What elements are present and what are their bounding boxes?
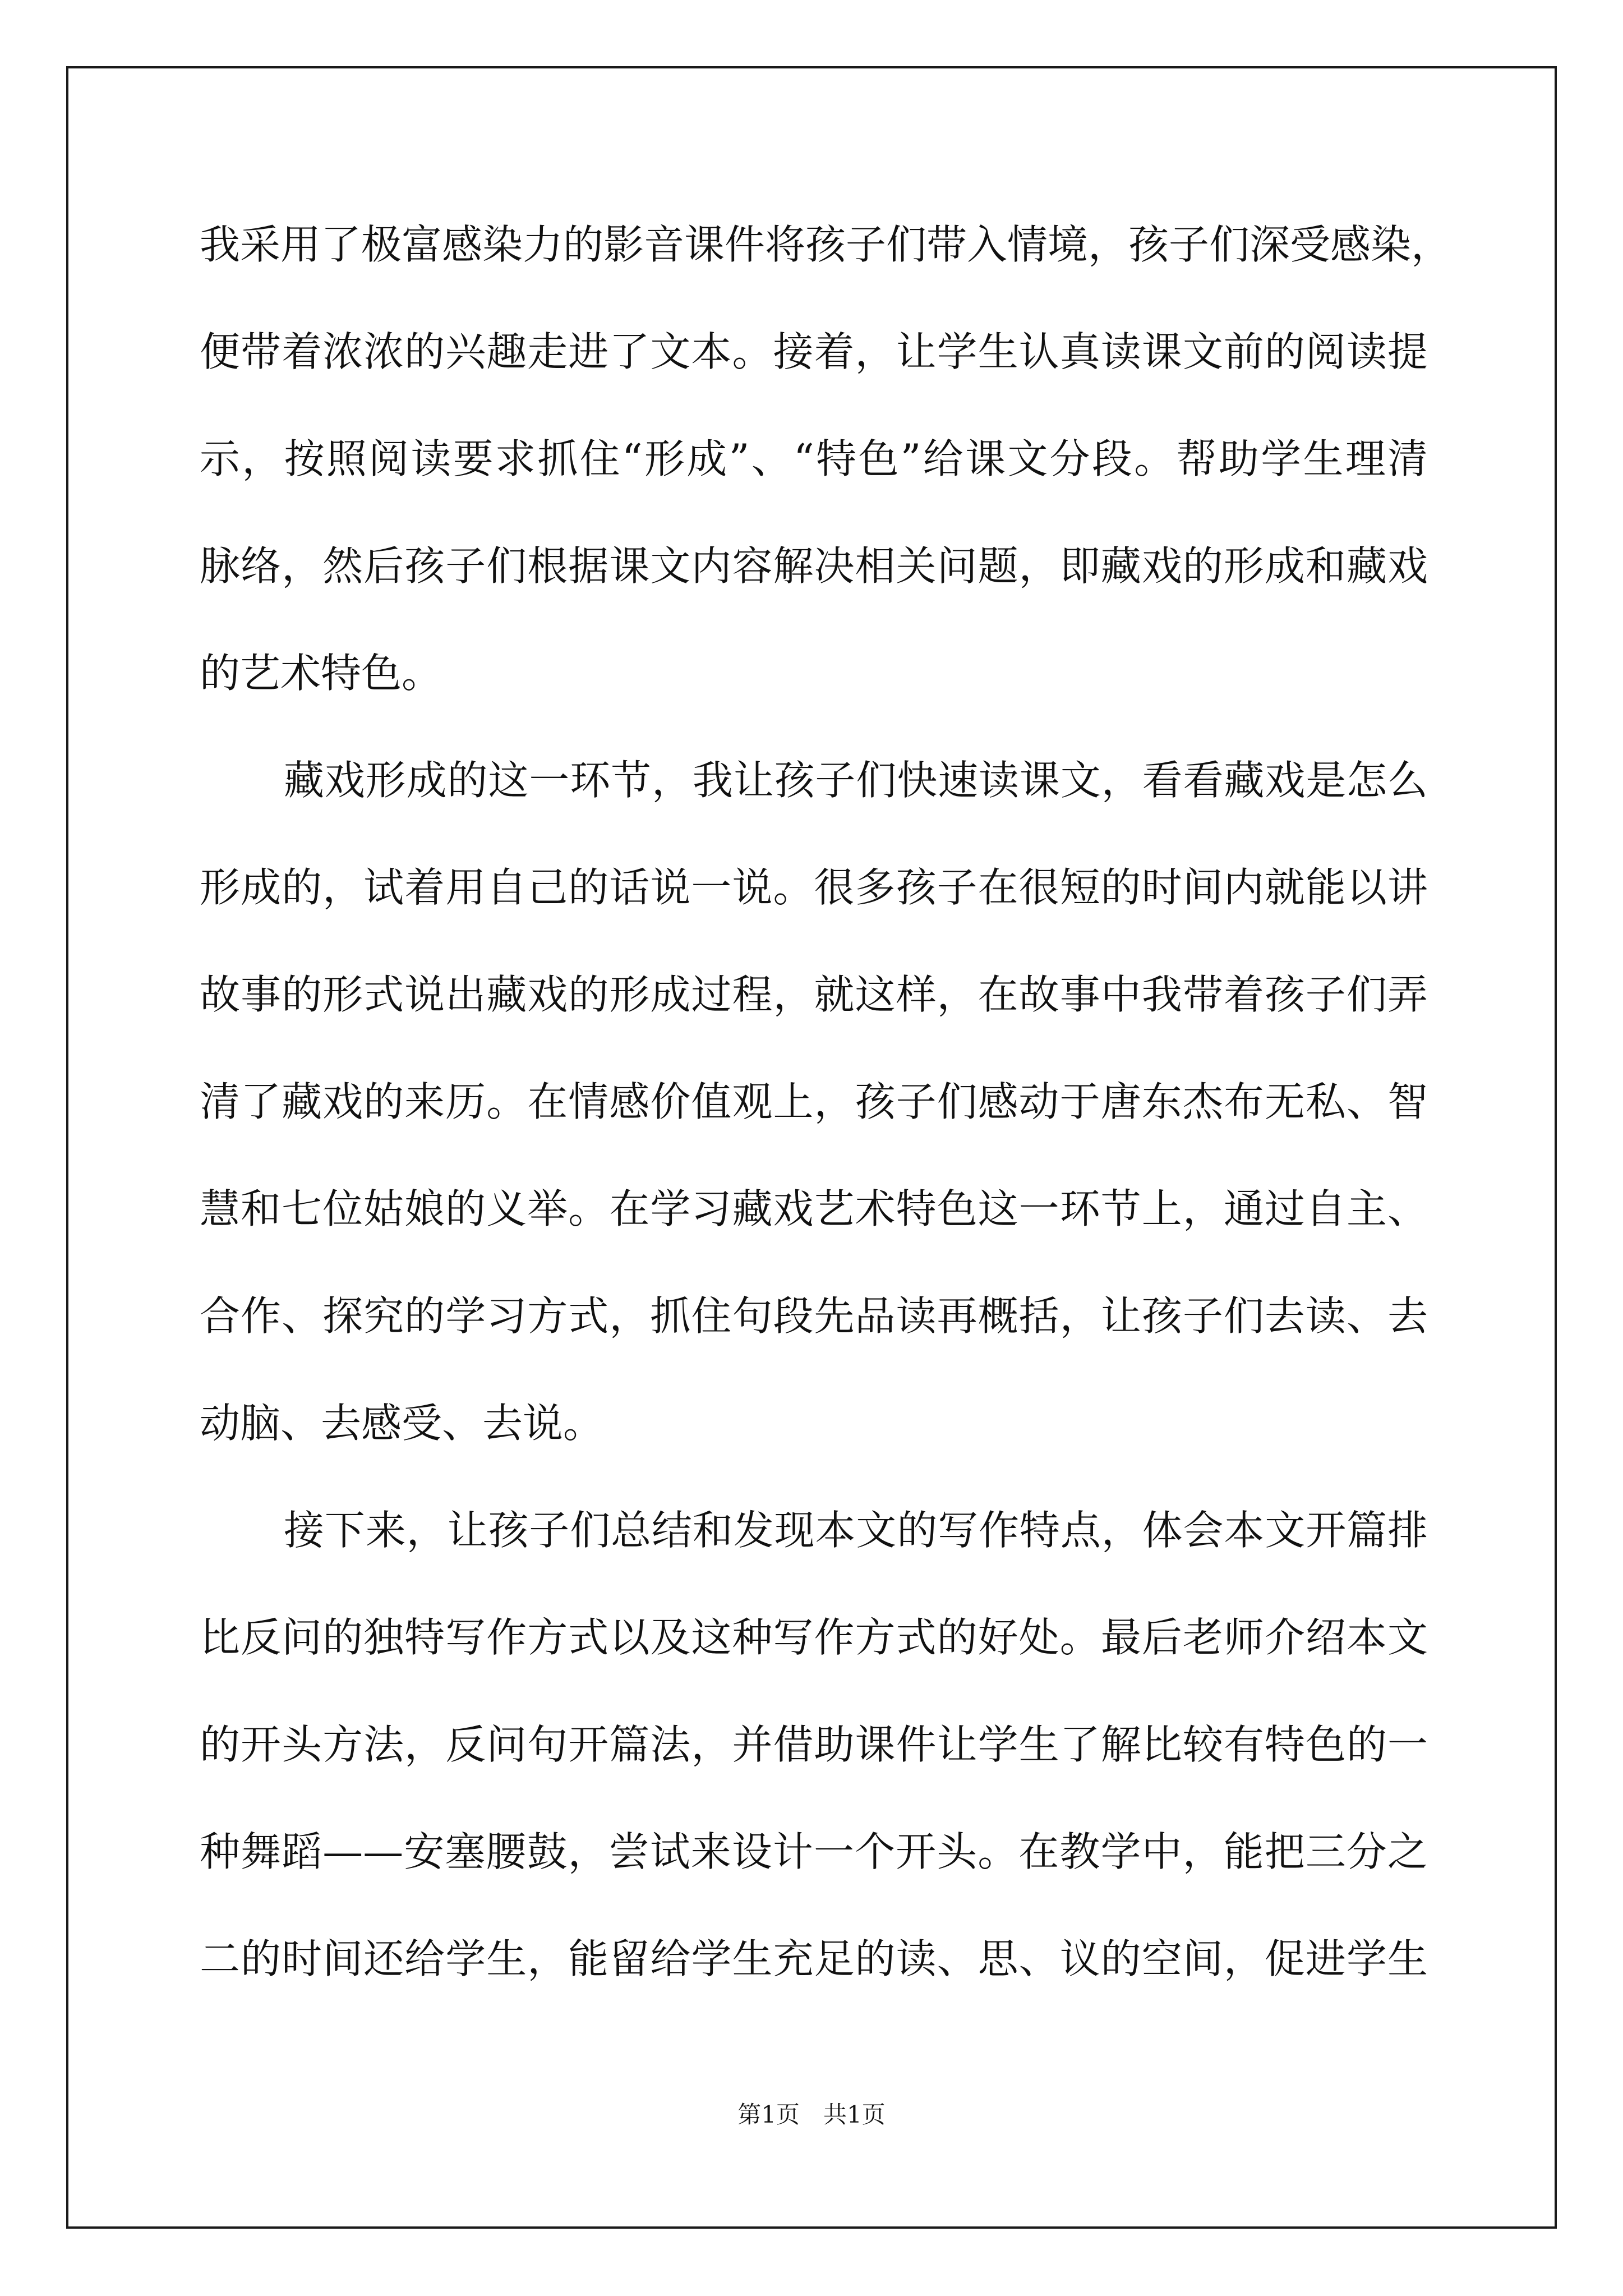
text-line: 种舞蹈——安塞腰鼓，尝试来设计一个开头。在教学中，能把三分之: [200, 1828, 1428, 1875]
text-line: 我采用了极富感染力的影音课件将孩子们带入情境，孩子们深受感染，: [200, 221, 1452, 268]
text-line: 的艺术特色。: [200, 650, 442, 697]
text-line: 示，按照阅读要求抓住“形成”、“特色”给课文分段。帮助学生理清: [200, 435, 1428, 482]
text-line: 便带着浓浓的兴趣走进了文本。接着，让学生认真读课文前的阅读提: [200, 328, 1428, 375]
text-line: 二的时间还给学生，能留给学生充足的读、思、议的空间，促进学生: [200, 1935, 1428, 1982]
text-line: 慧和七位姑娘的义举。在学习藏戏艺术特色这一环节上，通过自主、: [200, 1185, 1428, 1232]
text-line: 接下来，让孩子们总结和发现本文的写作特点，体会本文开篇排: [284, 1507, 1428, 1554]
text-line: 清了藏戏的来历。在情感价值观上，孩子们感动于唐东杰布无私、智: [200, 1078, 1428, 1125]
text-line: 动脑、去感受、去说。: [200, 1400, 604, 1447]
text-line: 藏戏形成的这一环节，我让孩子们快速读课文，看看藏戏是怎么: [284, 757, 1428, 804]
text-line: 比反问的独特写作方式以及这种写作方式的好处。最后老师介绍本文: [200, 1614, 1428, 1661]
text-line: 故事的形式说出藏戏的形成过程，就这样，在故事中我带着孩子们弄: [200, 971, 1428, 1018]
page-footer: 第1页 共1页: [737, 2101, 886, 2128]
text-line: 形成的，试着用自己的话说一说。很多孩子在很短的时间内就能以讲: [200, 864, 1428, 911]
text-line: 的开头方法，反问句开篇法，并借助课件让学生了解比较有特色的一: [200, 1721, 1428, 1768]
text-line: 脉络，然后孩子们根据课文内容解决相关问题，即藏戏的形成和藏戏: [200, 542, 1428, 590]
text-line: 合作、探究的学习方式，抓住句段先品读再概括，让孩子们去读、去: [200, 1292, 1428, 1340]
document-body: [200, 213, 1452, 2035]
